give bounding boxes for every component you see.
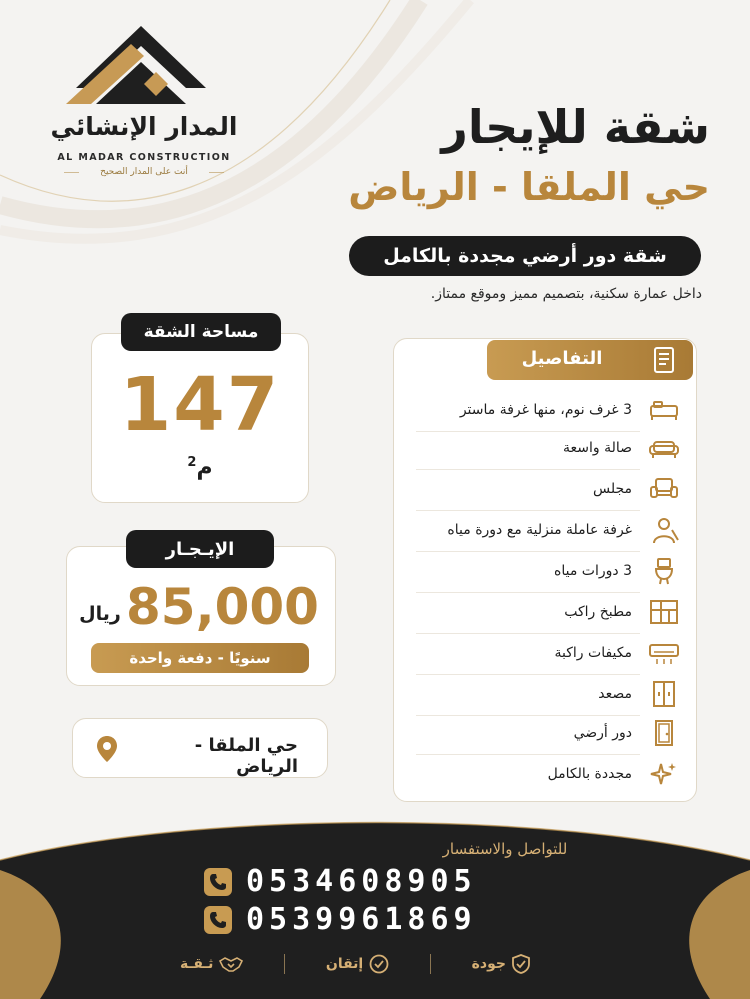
shield-check-icon xyxy=(512,954,530,974)
detail-text: مكيفات راكبة xyxy=(554,645,632,661)
value-trust xyxy=(180,955,243,973)
row-divider xyxy=(416,674,640,675)
air-conditioner-icon xyxy=(648,639,680,667)
phone-number-2[interactable]: 0539961869 xyxy=(246,902,477,937)
price-value: 85,000 xyxy=(126,578,319,636)
values-row xyxy=(180,950,530,978)
door-icon xyxy=(648,719,680,747)
area-unit-text: م xyxy=(196,455,213,481)
value-label: ثـقـة xyxy=(180,956,214,972)
company-logo-icon xyxy=(66,22,216,114)
detail-item-maid-room xyxy=(400,512,690,548)
map-pin-icon xyxy=(96,736,118,762)
value-quality xyxy=(472,954,530,974)
area-unit-power: 2 xyxy=(187,455,197,470)
detail-item-elevator xyxy=(400,676,690,712)
detail-text: دور أرضي xyxy=(573,725,632,741)
price-period: سنويًا - دفعة واحدة xyxy=(91,643,309,673)
row-divider xyxy=(416,510,640,511)
detail-text: 3 دورات مياه xyxy=(554,563,632,579)
area-unit xyxy=(180,455,220,480)
sofa-icon xyxy=(648,434,680,462)
row-divider xyxy=(416,754,640,755)
row-divider xyxy=(416,551,640,552)
detail-item-ground-floor xyxy=(400,715,690,751)
detail-item-ac xyxy=(400,635,690,671)
value-label: إتقان xyxy=(325,956,364,972)
detail-text: مجددة بالكامل xyxy=(547,766,632,782)
detail-item-bathrooms xyxy=(400,553,690,589)
detail-item-majlis xyxy=(400,471,690,507)
detail-item-bedrooms xyxy=(400,392,690,428)
company-name-en: AL MADAR CONSTRUCTION xyxy=(57,152,231,163)
phone-glyph-icon xyxy=(209,873,227,891)
sparkles-icon xyxy=(648,760,680,788)
area-label: مساحة الشقة xyxy=(121,313,281,351)
page-title: شقة للإيجار xyxy=(441,100,710,154)
area-value: 147 xyxy=(119,362,281,448)
company-tagline: أنت على المدار الصحيح xyxy=(79,167,209,177)
values-divider xyxy=(430,954,431,974)
phone-glyph-icon xyxy=(209,911,227,929)
phone-number-1[interactable]: 0534608905 xyxy=(246,864,477,899)
row-divider xyxy=(416,633,640,634)
contact-label: للتواصل والاستفسار xyxy=(442,840,568,858)
detail-item-renovated xyxy=(400,756,690,792)
details-title: التفاصيل xyxy=(521,348,603,369)
location-text: حي الملقا - الرياض xyxy=(194,735,298,777)
price-currency: ريال xyxy=(79,603,121,625)
check-circle-icon xyxy=(369,954,389,974)
phone-icon xyxy=(204,868,232,896)
values-divider xyxy=(284,954,285,974)
detail-text: مجلس xyxy=(592,481,632,497)
detail-item-kitchen xyxy=(400,594,690,630)
detail-text: 3 غرف نوم، منها غرفة ماستر xyxy=(459,402,632,418)
value-precision xyxy=(326,954,389,974)
detail-text: مطبخ راكب xyxy=(564,604,632,620)
detail-text: غرفة عاملة منزلية مع دورة مياه xyxy=(447,522,632,538)
toilet-icon xyxy=(648,557,680,585)
row-divider xyxy=(416,469,640,470)
subtitle-pill: شقة دور أرضي مجددة بالكامل xyxy=(349,236,701,276)
value-label: جودة xyxy=(471,956,506,972)
description-text: داخل عمارة سكنية، بتصميم مميز وموقع ممتاز. xyxy=(430,286,702,302)
elevator-icon xyxy=(648,680,680,708)
price-label: الإيـجـار xyxy=(126,530,274,568)
phone-icon xyxy=(204,906,232,934)
kitchen-icon xyxy=(648,598,680,626)
detail-text: مصعد xyxy=(598,686,632,702)
bed-icon xyxy=(648,396,680,424)
row-divider xyxy=(416,592,640,593)
handshake-icon xyxy=(219,955,243,973)
detail-text: صالة واسعة xyxy=(562,440,632,456)
detail-item-living xyxy=(400,430,690,466)
document-list-icon xyxy=(650,346,678,374)
company-name-ar: المدار الإنشائي xyxy=(50,112,238,141)
location-title: حي الملقا - الرياض xyxy=(348,165,710,209)
armchair-icon xyxy=(648,475,680,503)
maid-icon xyxy=(648,516,680,544)
